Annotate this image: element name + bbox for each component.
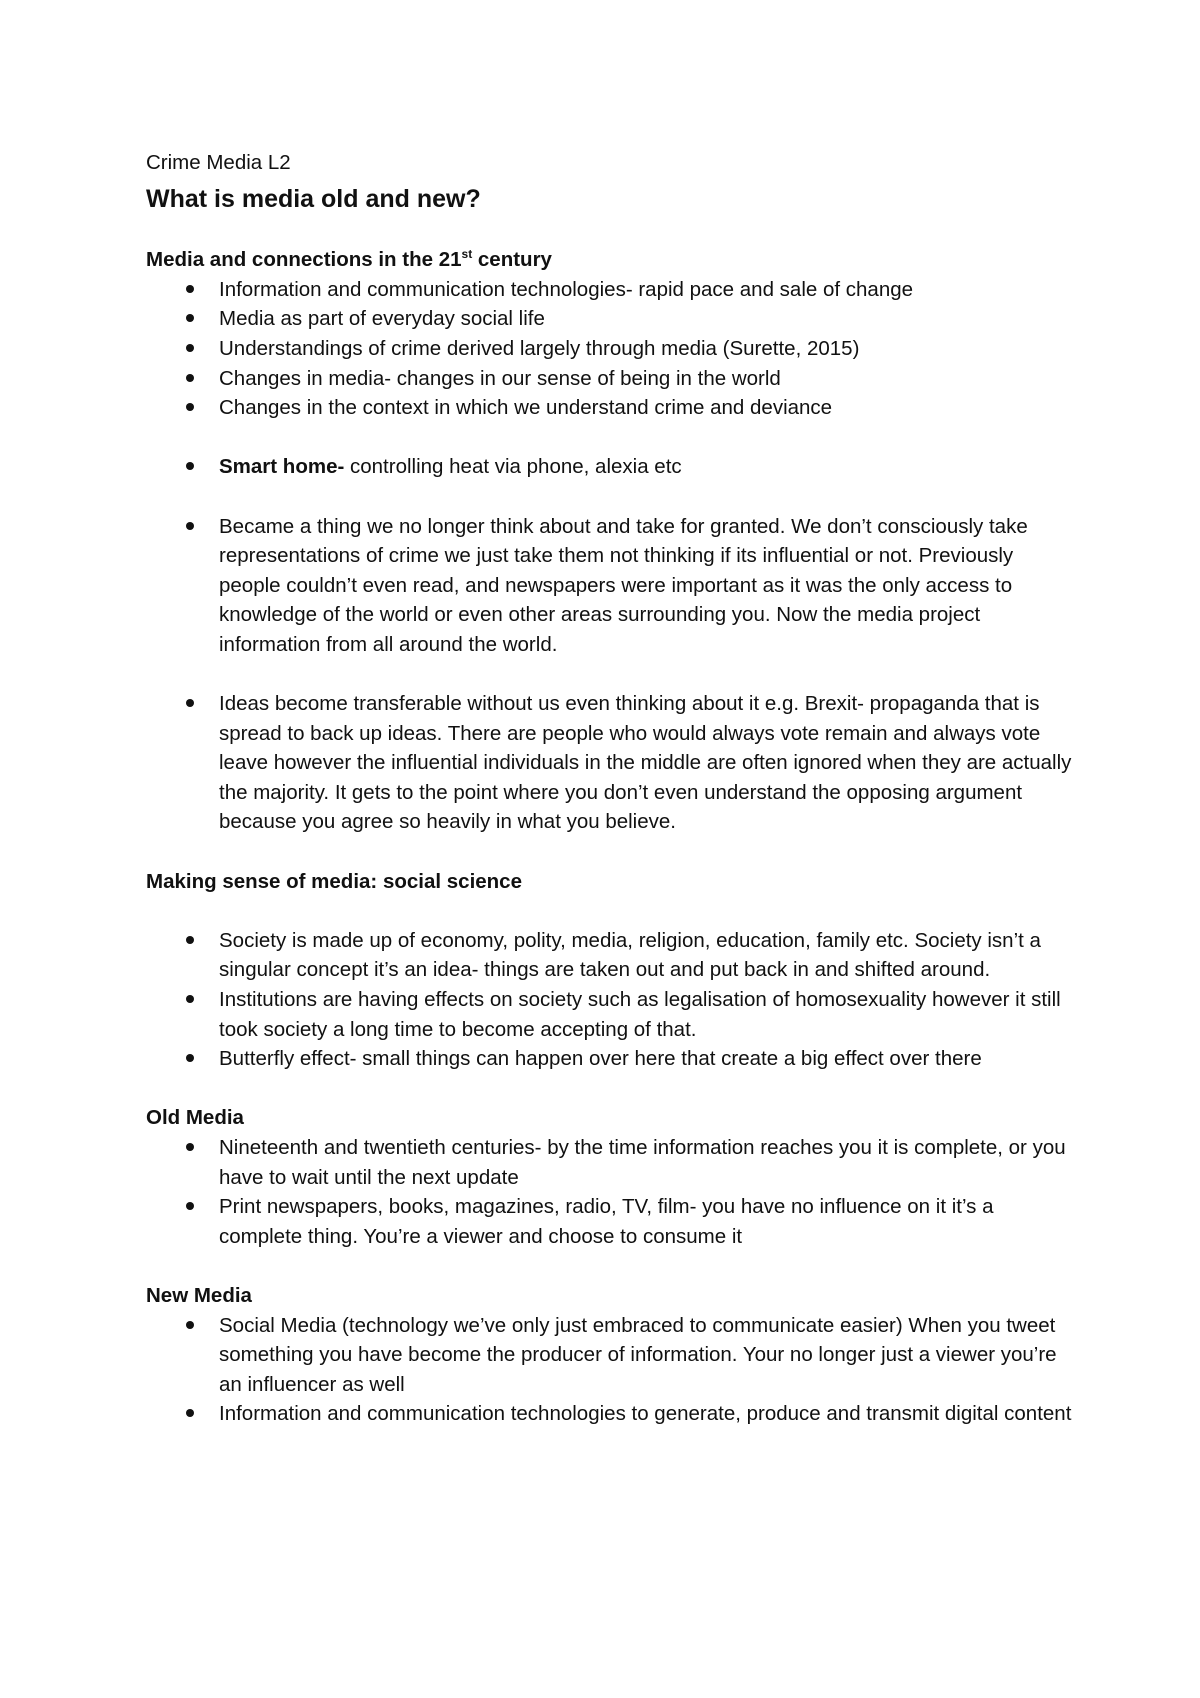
bullet-icon [186, 1202, 194, 1210]
list-item-text: Social Media (technology we’ve only just embraced to communicate easier) When you tweet something you have become the producer of information. Your no longer just a viewer you’re an influencer as well [219, 1313, 1057, 1396]
bullet-list-making-sense [146, 926, 1076, 1074]
list-item [146, 275, 1076, 305]
list-item [146, 1311, 1076, 1400]
list-item [146, 512, 1076, 660]
list-item [146, 1044, 1076, 1074]
spacer [146, 1074, 1076, 1104]
bullet-icon [186, 314, 194, 322]
bullet-list-media-connections [146, 275, 1076, 423]
bullet-list-new-media [146, 1311, 1076, 1429]
bullet-icon [186, 1143, 194, 1151]
spacer [146, 482, 1076, 512]
list-item-text: Society is made up of economy, polity, media, religion, education, family etc. Society isn’t a singular concept it’s an idea- things are taken out and put back in and shifted around. [219, 928, 1041, 982]
list-item [146, 304, 1076, 334]
list-item [146, 393, 1076, 423]
list-item-text: Butterfly effect- small things can happen over here that create a big effect over there [219, 1047, 982, 1071]
list-item-text: Became a thing we no longer think about and take for granted. We don’t consciously take representations of crime we just take them not thinking if its influential or not. Previously people couldn’t even read, and newspapers were important as it was the only access to knowledge of the world or even other areas surrounding you. Now the media project information from all around the world. [219, 514, 1028, 656]
bullet-list-taken-for-granted [146, 512, 1076, 660]
bullet-icon [186, 936, 194, 944]
list-item-text: Media as part of everyday social life [219, 307, 545, 331]
list-item [146, 1133, 1076, 1192]
spacer [146, 896, 1076, 926]
section-heading-old-media: Old Media [146, 1106, 244, 1130]
section-heading-media-connections [146, 245, 1076, 275]
spacer [146, 1251, 1076, 1281]
spacer [146, 423, 1076, 453]
list-item-text: Information and communication technologies to generate, produce and transmit digital content [219, 1402, 1072, 1426]
bullet-icon [186, 344, 194, 352]
bullet-icon [186, 1409, 194, 1417]
bullet-icon [186, 699, 194, 707]
section-heading-text-after: century [472, 248, 552, 272]
document-page [146, 148, 1076, 1429]
smart-home-term: Smart home- [219, 455, 345, 479]
spacer [146, 837, 1076, 867]
list-item [146, 985, 1076, 1044]
list-item-text: controlling heat via phone, alexia etc [344, 455, 682, 479]
list-item-text: Institutions are having effects on society such as legalisation of homosexuality however it still took society a long time to become accepting of that. [219, 988, 1061, 1041]
list-item-text: Changes in the context in which we understand crime and deviance [219, 396, 833, 420]
list-item [146, 452, 1076, 482]
bullet-icon [186, 1321, 194, 1329]
bullet-icon [186, 522, 194, 530]
section-heading-text: Media and connections in the 21 [146, 248, 462, 272]
list-item [146, 689, 1076, 837]
spacer [146, 660, 1076, 690]
list-item [146, 364, 1076, 394]
list-item [146, 334, 1076, 364]
section-heading-making-sense: Making sense of media: social science [146, 869, 522, 893]
bullet-icon [186, 995, 194, 1003]
bullet-icon [186, 403, 194, 411]
list-item-text: Information and communication technologies- rapid pace and sale of change [219, 277, 914, 301]
list-item-text: Changes in media- changes in our sense of being in the world [219, 366, 781, 390]
superscript-st: st [461, 247, 473, 262]
bullet-icon [186, 285, 194, 293]
list-item-text: Print newspapers, books, magazines, radio, TV, film- you have no influence on it it’s a complete thing. You’re a viewer and choose to consume it [219, 1195, 994, 1248]
section-heading-new-media: New Media [146, 1283, 252, 1307]
spacer [146, 216, 1076, 246]
list-item-text: Nineteenth and twentieth centuries- by the time information reaches you it is complete, or you have to wait until the next update [219, 1136, 1066, 1189]
list-item [146, 1399, 1076, 1429]
list-item-text: Ideas become transferable without us even thinking about it e.g. Brexit- propaganda that is spread to back up ideas. There are people who would always vote remain and always vote leave however the influential individuals in the middle are often ignored when they are actually the majority. It gets to the point where you don’t even understand the opposing argument because you agree so heavily in what you believe. [219, 692, 1072, 834]
list-item [146, 926, 1076, 985]
bullet-list-smart-home [146, 452, 1076, 482]
list-item [146, 1192, 1076, 1251]
bullet-icon [186, 374, 194, 382]
bullet-icon [186, 1054, 194, 1062]
bullet-list-ideas [146, 689, 1076, 837]
bullet-icon [186, 462, 194, 470]
course-label: Crime Media L2 [146, 151, 291, 174]
bullet-list-old-media [146, 1133, 1076, 1251]
list-item-text: Understandings of crime derived largely through media (Surette, 2015) [219, 336, 860, 360]
page-title: What is media old and new? [146, 184, 481, 213]
